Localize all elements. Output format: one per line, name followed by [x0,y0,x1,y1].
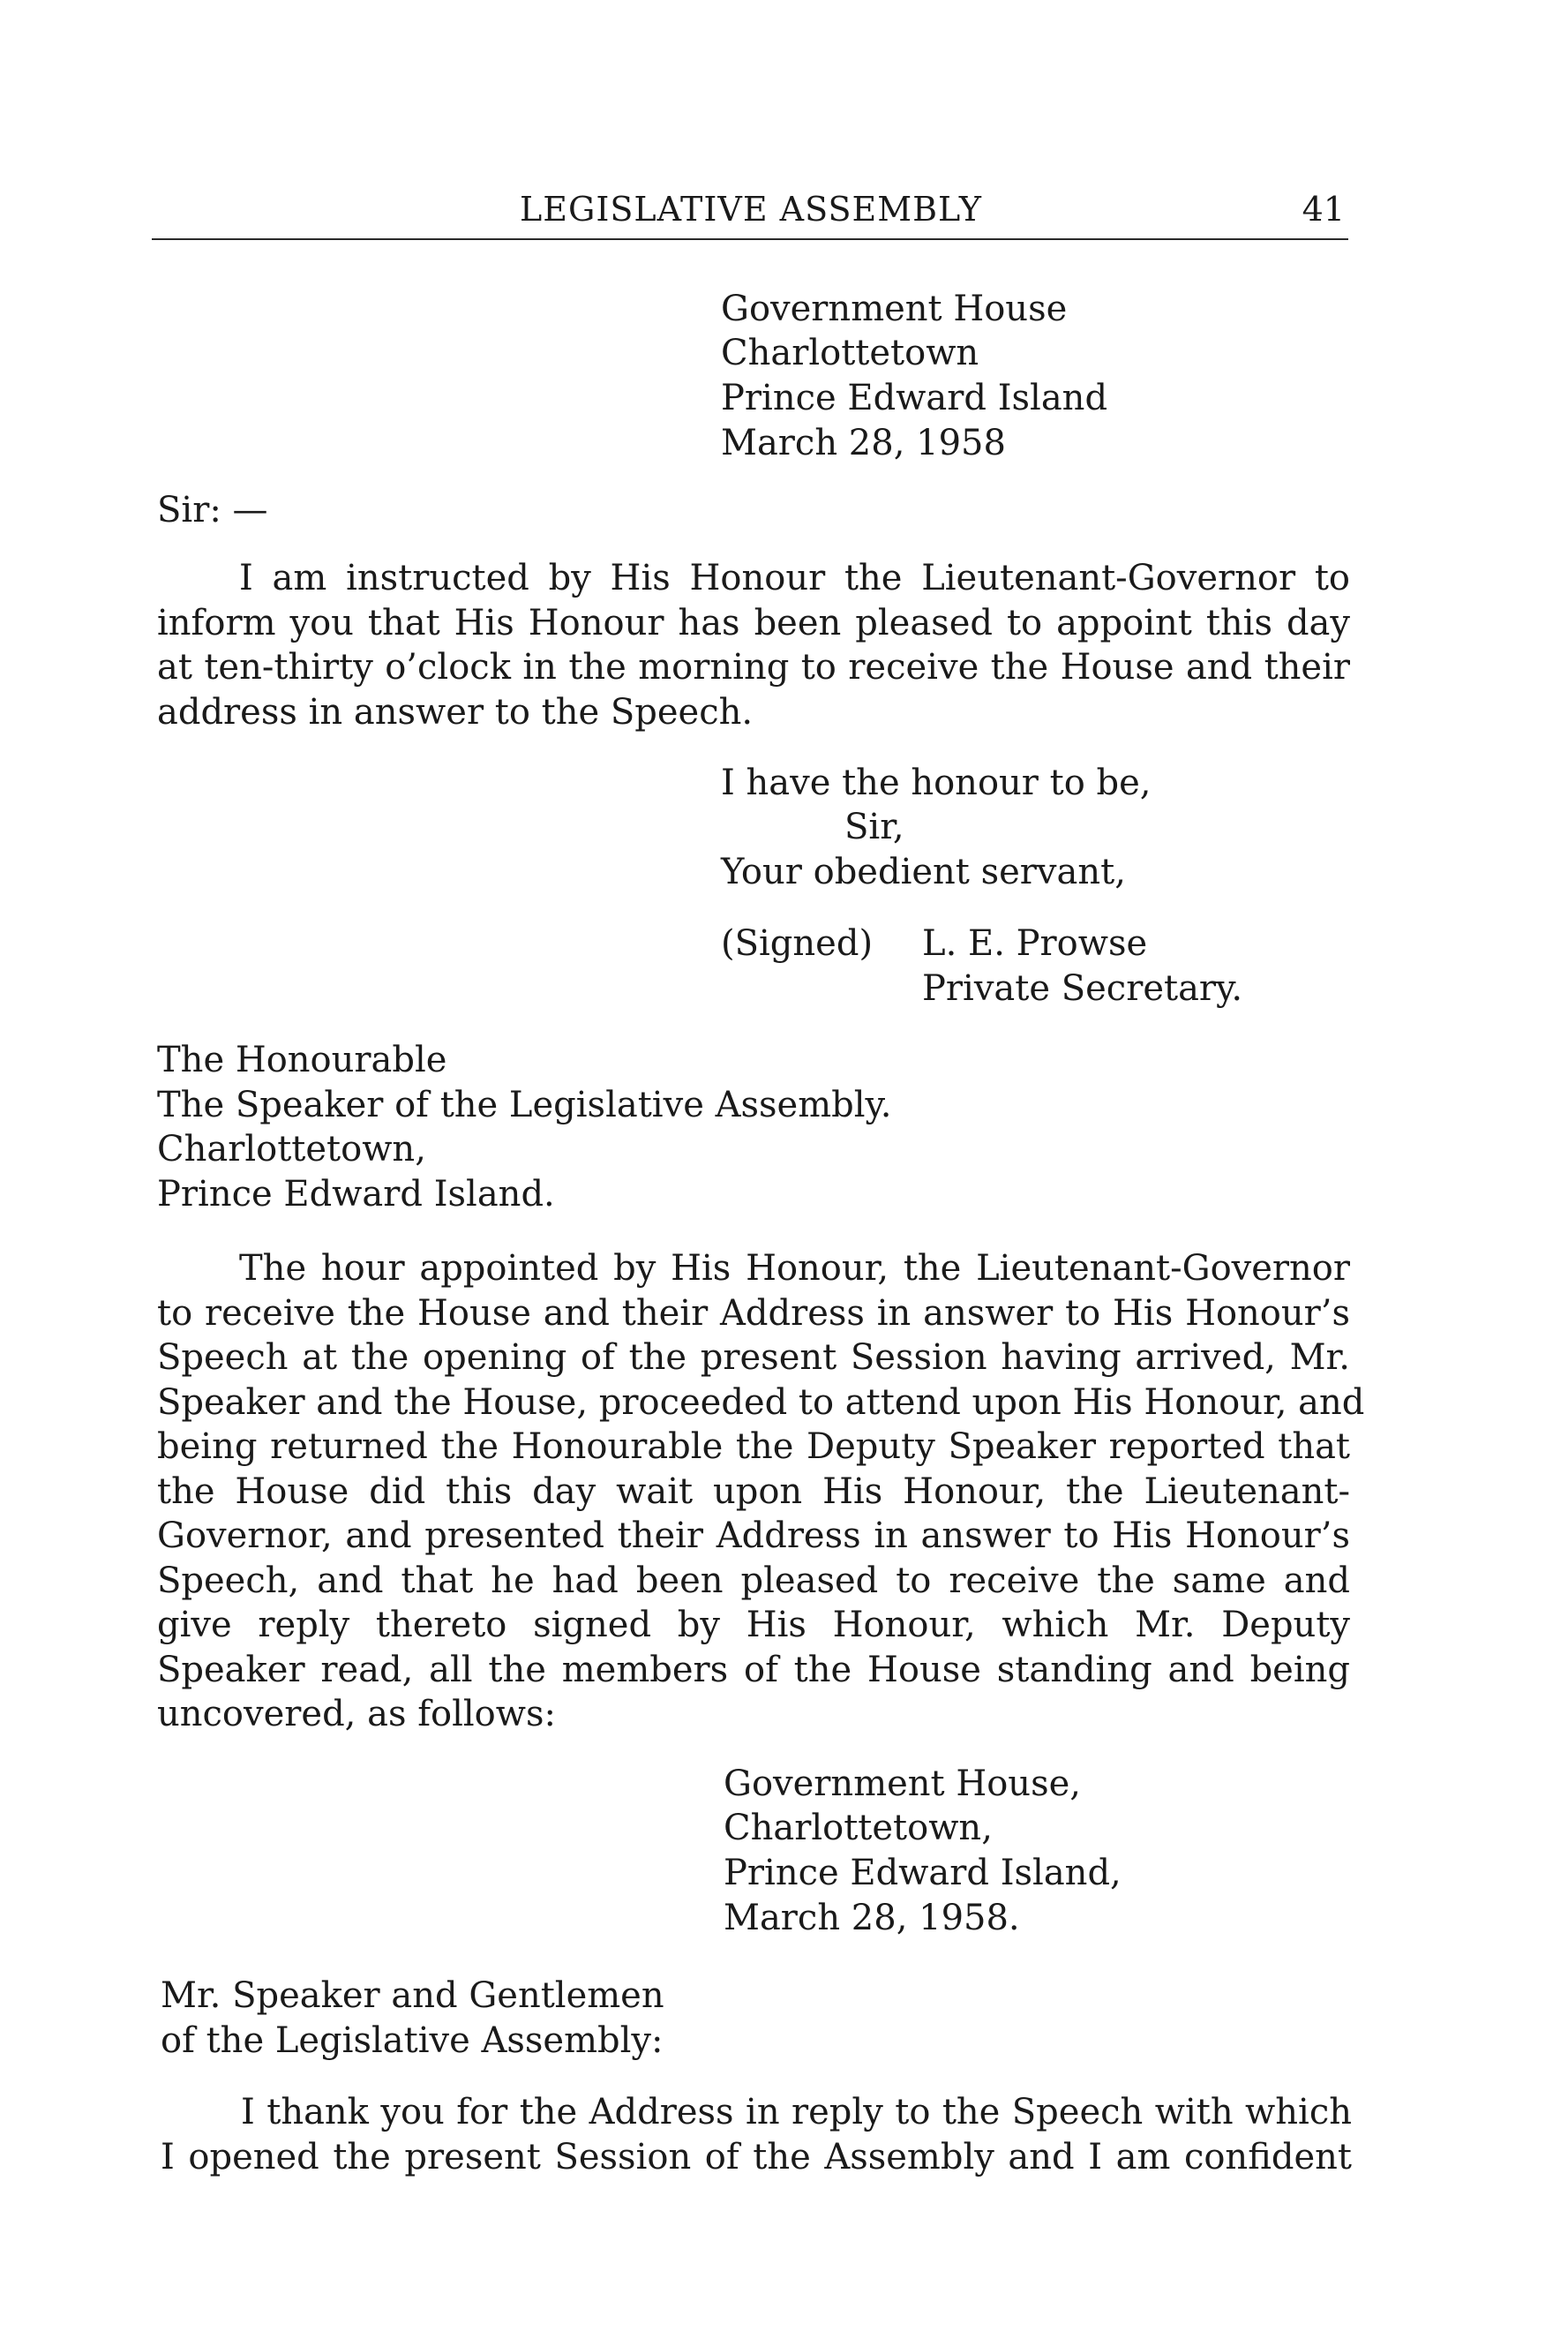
closing-line: Sir, [844,807,904,847]
paragraph-instruction [157,556,1350,734]
paragraph-line: Speech, and that he had been pleased to receive the same and [157,1560,1350,1601]
paragraph-line: the House did this day wait upon His Honour, the Lieutenant- [157,1470,1350,1512]
paragraph-line: address in answer to the Speech. [157,691,754,733]
signed-label: (Signed) [721,923,874,964]
paragraph-line: I thank you for the Address in reply to the Speech with which [241,2092,1352,2132]
paragraph-line: The hour appointed by His Honour, the Lieutenant-Governor [239,1248,1350,1289]
paragraph-line: uncovered, as follows: [157,1694,556,1734]
address-line: Government House [721,289,1068,329]
paragraph-line: I am instructed by His Honour the Lieutenant-Governor to [239,558,1350,598]
paragraph-line: Speaker read, all the members of the House standing and being [157,1649,1350,1690]
signer-name: L. E. Prowse [922,923,1148,964]
paragraph-line: inform you that His Honour has been pleased to appoint this day [157,602,1350,643]
signer-title: Private Secretary. [922,968,1243,1009]
paragraph-proceedings [157,1246,1365,1737]
salutation-line: Mr. Speaker and Gentlemen [161,1975,664,2016]
recipient-line: Prince Edward Island. [157,1174,555,1215]
paragraph-reply [161,2090,1352,2179]
salutation: Sir: — [157,490,268,530]
paragraph-line: at ten-thirty o’clock in the morning to receive the House and their [157,647,1350,688]
header-title: LEGISLATIVE ASSEMBLY [520,190,982,229]
running-header [157,187,1345,240]
paragraph-line: give reply thereto signed by His Honour, which Mr. Deputy [157,1605,1350,1645]
recipient-line: The Honourable [157,1040,447,1080]
address-line: Charlottetown, [724,1808,993,1848]
paragraph-line: to receive the House and their Address in answer to His Honour’s [157,1292,1350,1334]
address-date: March 28, 1958 [721,423,1006,463]
paragraph-line: Speaker and the House, proceeded to attend upon His Honour, and [157,1381,1365,1423]
closing-line: I have the honour to be, [721,763,1152,803]
address-line: Prince Edward Island, [724,1853,1122,1893]
header-rule [152,238,1348,240]
paragraph-line: Governor, and presented their Address in answer to His Honour’s [157,1515,1350,1556]
address-line: Charlottetown [721,333,979,373]
address-line: Government House, [724,1764,1081,1804]
paragraph-line: I opened the present Session of the Assembly and I am confident [161,2136,1352,2177]
salutation-line: of the Legislative Assembly: [161,2020,664,2061]
closing-line: Your obedient servant, [721,852,1126,892]
address-date: March 28, 1958. [724,1898,1020,1938]
page-number: 41 [1302,190,1345,229]
paragraph-line: being returned the Honourable the Deputy Speaker reported that [157,1426,1350,1467]
recipient-line: Charlottetown, [157,1129,426,1170]
paragraph-line: Speech at the opening of the present Session having arrived, Mr. [157,1337,1350,1378]
recipient-line: The Speaker of the Legislative Assembly. [157,1085,892,1125]
address-line: Prince Edward Island [721,378,1108,418]
